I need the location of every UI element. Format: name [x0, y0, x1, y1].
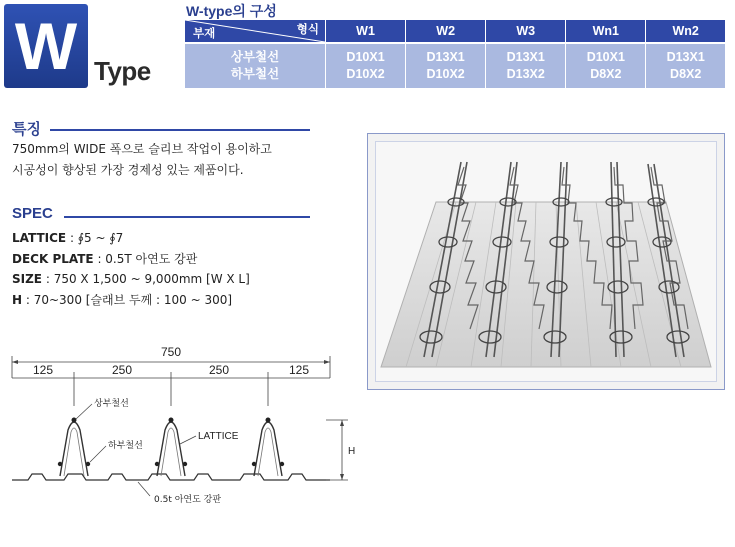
spec-key: SIZE	[12, 272, 43, 286]
column-header: Wn1	[566, 20, 646, 43]
table-cell	[566, 43, 646, 88]
cross-section-diagram	[8, 344, 358, 514]
upper-value: D10X1	[586, 50, 625, 64]
composition-table	[185, 20, 725, 88]
spec-value: : ∮5 ~ ∮7	[66, 231, 124, 245]
features-divider	[50, 129, 310, 131]
lower-value: D8X2	[670, 67, 702, 81]
upper-value: D13X1	[666, 50, 705, 64]
deck-lattice-illustration	[376, 142, 716, 381]
spec-lattice	[12, 228, 250, 249]
logo-word: Type	[94, 56, 151, 86]
features-line-2: 시공성이 향상된 가장 경제성 있는 제품이다.	[12, 163, 244, 177]
plate-label: 0.5t 아연도 강판	[154, 495, 222, 505]
table-header-row	[185, 20, 725, 43]
lattice-truss	[157, 422, 185, 476]
spec-key: DECK PLATE	[12, 251, 94, 266]
spec-value: : 70~300 [슬래브 두께 : 100 ~ 300]	[22, 292, 233, 307]
column-header: Wn2	[646, 20, 725, 43]
column-header: W2	[406, 20, 486, 43]
product-photo	[375, 141, 717, 382]
table-cell	[406, 43, 486, 88]
upper-value: D13X1	[506, 50, 545, 64]
features-heading: 특징	[12, 121, 41, 138]
spec-height	[12, 290, 250, 311]
column-header: W3	[486, 20, 566, 43]
height-label: H	[348, 446, 356, 457]
lower-value: D10X2	[426, 67, 465, 81]
upper-value: D10X1	[346, 50, 385, 64]
lattice-label: LATTICE	[198, 431, 239, 442]
row-label-lower: 하부철선	[230, 67, 280, 81]
row-label-cell	[185, 43, 326, 88]
spacing-label: 250	[111, 363, 133, 377]
column-header: W1	[326, 20, 406, 43]
table-cell	[646, 43, 725, 88]
lower-bar-label: 하부철선	[108, 441, 143, 451]
table-row	[185, 43, 725, 88]
header-member-label: 부재	[193, 28, 216, 40]
diagonal-header-cell	[185, 20, 326, 43]
product-photo-frame	[367, 133, 725, 390]
composition-title: W-type의 구성	[186, 3, 277, 19]
upper-bar-label: 상부철선	[94, 399, 129, 409]
lower-value: D8X2	[590, 67, 622, 81]
spec-heading: SPEC	[12, 205, 53, 222]
type-logo-box	[4, 4, 88, 88]
spacing-label: 250	[208, 363, 230, 377]
spec-divider	[64, 216, 310, 218]
spacing-label: 125	[288, 363, 310, 377]
lattice-truss	[254, 422, 282, 476]
spec-value: : 0.5T 아연도 강판	[93, 251, 198, 266]
total-width-label: 750	[160, 345, 182, 359]
logo-letter: W	[14, 9, 78, 83]
spec-size	[12, 269, 250, 290]
lower-value: D13X2	[506, 67, 545, 81]
spec-list	[12, 228, 250, 310]
table-cell	[486, 43, 566, 88]
features-text	[12, 139, 272, 181]
upper-value: D13X1	[426, 50, 465, 64]
features-line-1: 750mm의 WIDE 폭으로 슬리브 작업이 용이하고	[12, 142, 272, 156]
spec-deck-plate	[12, 249, 250, 270]
spec-key: LATTICE	[12, 231, 67, 245]
row-label-upper: 상부철선	[230, 50, 280, 64]
lower-value: D10X2	[346, 67, 385, 81]
spec-value: : 750 X 1,500 ~ 9,000mm [W X L]	[42, 272, 250, 286]
header-type-label: 형식	[296, 24, 319, 36]
spec-key: H	[12, 292, 23, 307]
lattice-truss	[60, 422, 88, 476]
table-cell	[326, 43, 406, 88]
spacing-label: 125	[32, 363, 54, 377]
